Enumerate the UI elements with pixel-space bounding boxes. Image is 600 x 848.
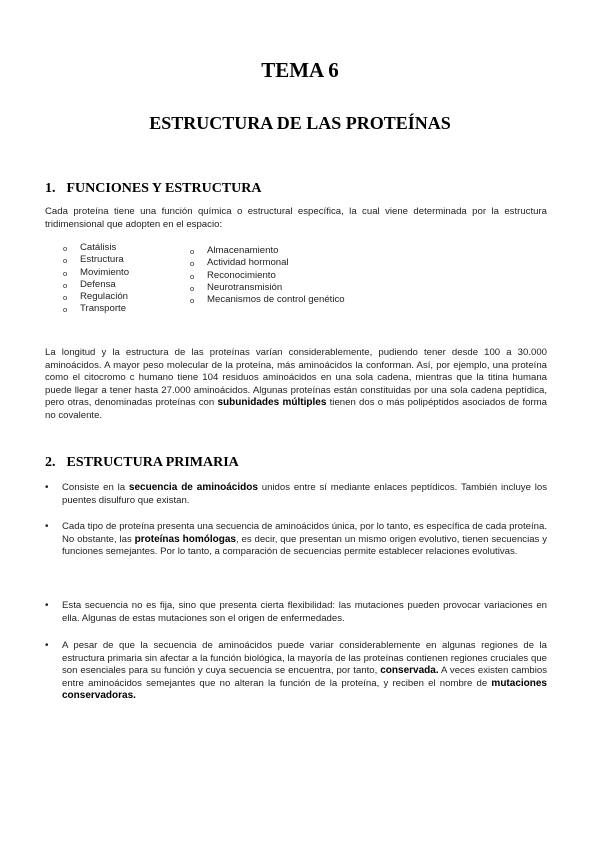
- bullet-text: Esta secuencia no es fija, sino que presenta cierta flexibilidad: las mutaciones pueden provocar variaciones en ella. Algunas de estas mutaciones son el origen de enfermedades.: [62, 600, 547, 624]
- section-2-title: ESTRUCTURA PRIMARIA: [66, 455, 239, 470]
- list-item: o Estructura: [63, 254, 129, 266]
- list-item: o Transporte: [63, 303, 129, 315]
- list-item: o Actividad hormonal: [190, 257, 345, 269]
- list-item: o Movimiento: [63, 267, 129, 279]
- bold-term: secuencia de aminoácidos: [128, 482, 258, 493]
- paragraph-text: tienen dos o más polipéptidos asociados de forma no covalente.: [45, 397, 547, 421]
- bullet-text-part: unidos entre sí mediante enlaces peptídicos. También incluye los puentes disulfuro que existan.: [62, 482, 547, 506]
- bullet-item: [45, 640, 547, 703]
- bullet-text: [62, 521, 547, 559]
- document-title: TEMA 6: [261, 58, 339, 82]
- section-1-title: FUNCIONES Y ESTRUCTURA: [66, 181, 262, 196]
- bullet-text: [62, 640, 547, 703]
- section-2-number: 2.: [45, 455, 56, 470]
- section-1-paragraph: [45, 347, 547, 423]
- paragraph-text: La longitud y la estructura de las proteínas varían considerablemente, pudiendo tener desde 100 a 30.000 aminoácidos. A mayor peso molecular de la proteína, más aminoácidos la conforman. Así, por ejemplo, una proteína como el citocromo c humano tiene 104 residuos aminoácidos en una sola cadena, mientras que la titina humana puede llegar a tener hasta 27.000 aminoácidos. Algunas proteínas están constituidas por una sola cadena peptídica, pero otras, denominadas proteínas con: [45, 347, 547, 409]
- bullet-text-part: Cada tipo de proteína presenta una secuencia de aminoácidos única, por lo tanto, es específica de cada proteína. No obstante, las: [62, 521, 547, 545]
- functions-list-right: [190, 245, 345, 306]
- document-subtitle: ESTRUCTURA DE LAS PROTEÍNAS: [149, 113, 451, 133]
- bullet-item: [45, 521, 547, 559]
- bullet-text-part: , es decir, que presentan un mismo origen evolutivo, tienen secuencias y funciones semejantes. Por lo tanto, a comparación de secuencias permite establecer relaciones evolutivas.: [62, 533, 548, 558]
- bullet-text-part: A pesar de que la secuencia de aminoácidos puede variar considerablemente en algunas regiones de la estructura primaria sin afectar a la función biológica, la mayoría de las proteínas contienen regiones cruciales que son esenciales para su función y cuya secuencia se encuentra, por tanto,: [62, 640, 547, 677]
- bullet-dot: •: [45, 521, 49, 532]
- bold-term: mutaciones conservadoras.: [62, 677, 547, 702]
- list-item: o Catálisis: [63, 242, 129, 254]
- bullet-dot: •: [45, 640, 49, 651]
- bullet-text: [62, 482, 547, 507]
- bullet-dot: •: [45, 600, 49, 611]
- section-2-heading: [45, 455, 239, 471]
- section-1-heading: [45, 181, 262, 197]
- bold-term: subunidades múltiples: [217, 397, 327, 409]
- section-1-number: 1.: [45, 181, 56, 196]
- bullet-item: [45, 482, 547, 507]
- list-item: o Defensa: [63, 279, 129, 291]
- bold-term: proteínas homólogas: [134, 533, 236, 545]
- functions-list-left: [63, 242, 129, 316]
- list-item: o Neurotransmisión: [190, 282, 345, 294]
- bullet-text-part: Consiste en la: [62, 482, 129, 493]
- list-item: o Almacenamiento: [190, 245, 345, 257]
- section-1-intro: Cada proteína tiene una función química o estructural específica, la cual viene determinada por la estructura tridimensional que adopten en el espacio:: [45, 206, 547, 230]
- bold-term: conservada.: [380, 665, 439, 677]
- bullet-dot: •: [45, 482, 49, 493]
- bullet-item: [45, 600, 547, 625]
- list-item: o Regulación: [63, 291, 129, 303]
- bullet-text-part: A veces existen cambios entre aminoácidos semejantes que no alteran la función de la proteína, y reciben el nombre de: [62, 665, 548, 689]
- list-item: o Reconocimiento: [190, 270, 345, 282]
- list-item: o Mecanismos de control genético: [190, 294, 345, 306]
